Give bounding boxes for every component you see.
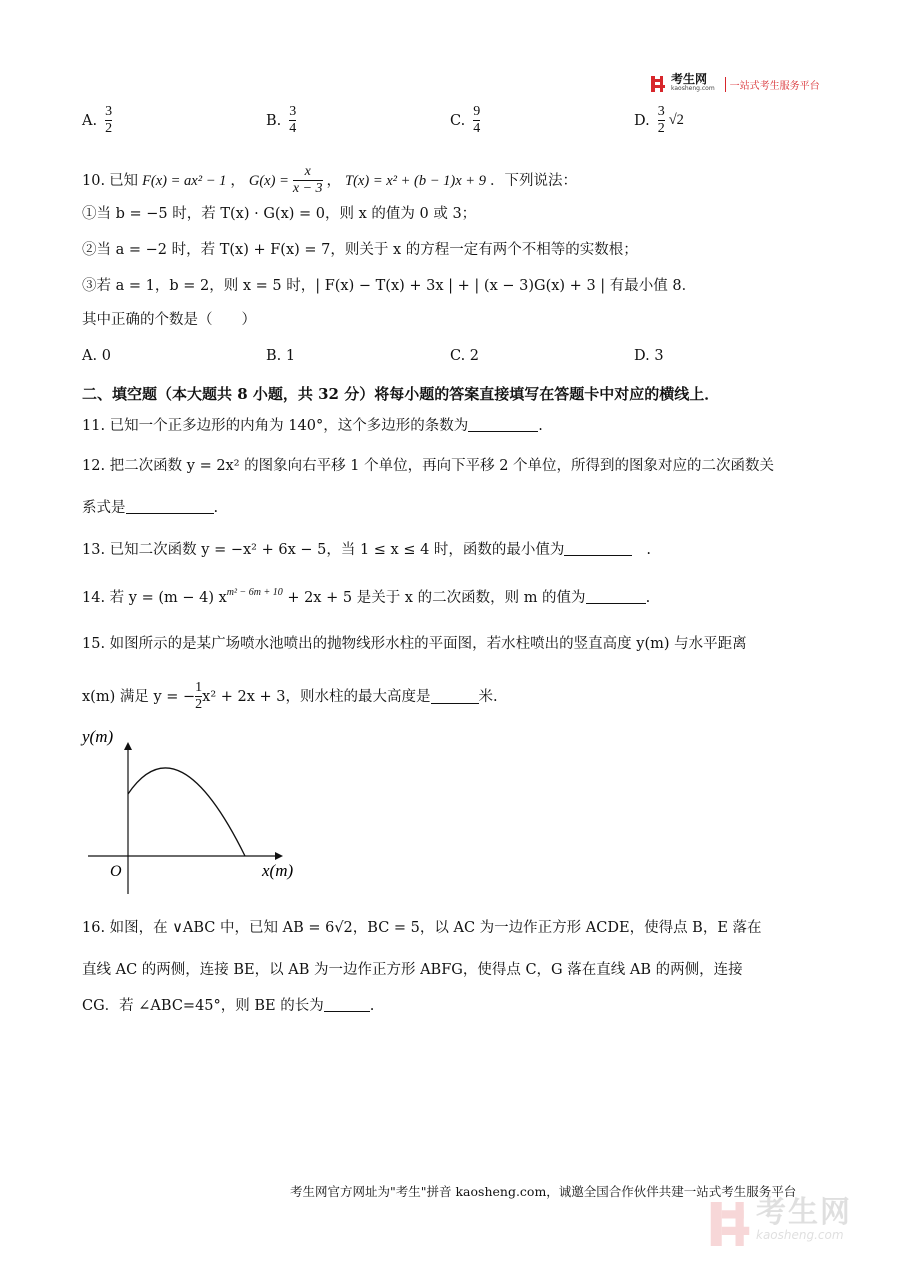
x-axis-label: x(m) — [262, 861, 294, 880]
q15-line2: x(m) 满足 y = − $\frac{1}{2}$ x² + 2x + 3，则水柱的最大高度是 米. — [82, 680, 498, 712]
q10-option-a: A. 0 — [82, 348, 111, 364]
q9-option-a: A. $\frac{3}{2}$ — [82, 104, 113, 136]
q10-statement-2: ②当 a = −2 时，若 T(x) + F(x) = 7，则关于 x 的方程一定有两个不相等的实数根； — [82, 242, 638, 258]
q10-option-b: B. 1 — [266, 348, 296, 364]
y-axis-label: y(m) — [82, 727, 114, 746]
q12-answer-blank — [126, 499, 214, 514]
q13-answer-blank — [564, 541, 632, 556]
q13: 13. 已知二次函数 y = −x² + 6x − 5，当 1 ≤ x ≤ 4 时，函数的最小值为 . — [82, 542, 652, 558]
logo-domain: kaosheng.com — [671, 85, 715, 92]
q16-line3: CG．若 ∠ABC=45°，则 BE 的长为 . — [82, 998, 375, 1014]
q15-answer-blank — [431, 689, 479, 704]
logo-slogan: 一站式考生服务平台 — [725, 77, 820, 92]
q14-answer-blank — [586, 589, 646, 604]
x-axis-arrow-icon — [275, 852, 283, 860]
fountain-parabola-figure — [80, 722, 310, 902]
y-axis-arrow-icon — [124, 742, 132, 750]
q10-statement: 10. 已知 F(x) = ax² − 1 ， G(x) = $\frac{x}{x - 3}$ ， T(x) = x² + (b − 1)x + 9 ．下列说法： — [82, 164, 577, 196]
q15-line1: 15. 如图所示的是某广场喷水池喷出的抛物线形水柱的平面图，若水柱喷出的竖直高度 y(m) 与水平距离 — [82, 636, 747, 652]
q10-statement-1: ①当 b = −5 时，若 T(x) · G(x) = 0，则 x 的值为 0 或 3； — [82, 206, 477, 222]
q11: 11. 已知一个正多边形的内角为 140°，这个多边形的条数为 . — [82, 418, 543, 434]
header-logo — [651, 74, 820, 94]
q10-statement-3: ③若 a = 1，b = 2，则 x = 5 时，| F(x) − T(x) + 3x | + | (x − 3)G(x) + 3 | 有最小值 8． — [82, 278, 697, 294]
q9-option-d: D. $\frac{3}{2}$ √2 — [634, 104, 684, 136]
watermark: 考生网 kaosheng.com — [710, 1202, 852, 1246]
q10-option-c: C. 2 — [450, 348, 480, 364]
kaosheng-logo-icon — [651, 76, 665, 92]
q12-line1: 12. 把二次函数 y = 2x² 的图象向右平移 1 个单位，再向下平移 2 个单位，所得到的图象对应的二次函数关 — [82, 458, 775, 474]
q9-option-b: B. $\frac{3}{4}$ — [266, 104, 297, 136]
q14: 14. 若 y = (m − 4) $x^{m^2 - 6m + 10} + 2x + 5$ 是关于 x 的二次函数，则 m 的值为 . — [82, 587, 651, 606]
watermark-logo-icon — [710, 1202, 750, 1246]
q16-line1: 16. 如图，在 ∨ABC 中，已知 AB = 6√2，BC = 5，以 AC 为一边作正方形 ACDE，使得点 B，E 落在 — [82, 920, 762, 936]
logo-name: 考生网 — [671, 72, 708, 86]
q16-line2: 直线 AC 的两侧，连接 BE，以 AB 为一边作正方形 ABFG，使得点 C，G 落在直线 AB 的两侧，连接 — [82, 962, 743, 978]
q9-option-c: C. $\frac{9}{4}$ — [450, 104, 481, 136]
section2-title: 二、填空题（本大题共 8 小题，共 32 分）将每小题的答案直接填写在答题卡中对应的横线上． — [82, 385, 720, 403]
q11-answer-blank — [468, 417, 538, 432]
q16-answer-blank — [324, 997, 370, 1012]
origin-label: O — [110, 863, 122, 880]
footer-text: 考生网官方网址为"考生"拼音 kaosheng.com，诚邀全国合作伙伴共建一站式考生服务平台 — [290, 1184, 797, 1199]
parabola-curve — [128, 768, 245, 856]
q10-question: 其中正确的个数是（ ） — [82, 312, 256, 328]
q10-option-d: D. 3 — [634, 348, 664, 364]
q12-line2: 系式是 . — [82, 500, 219, 516]
